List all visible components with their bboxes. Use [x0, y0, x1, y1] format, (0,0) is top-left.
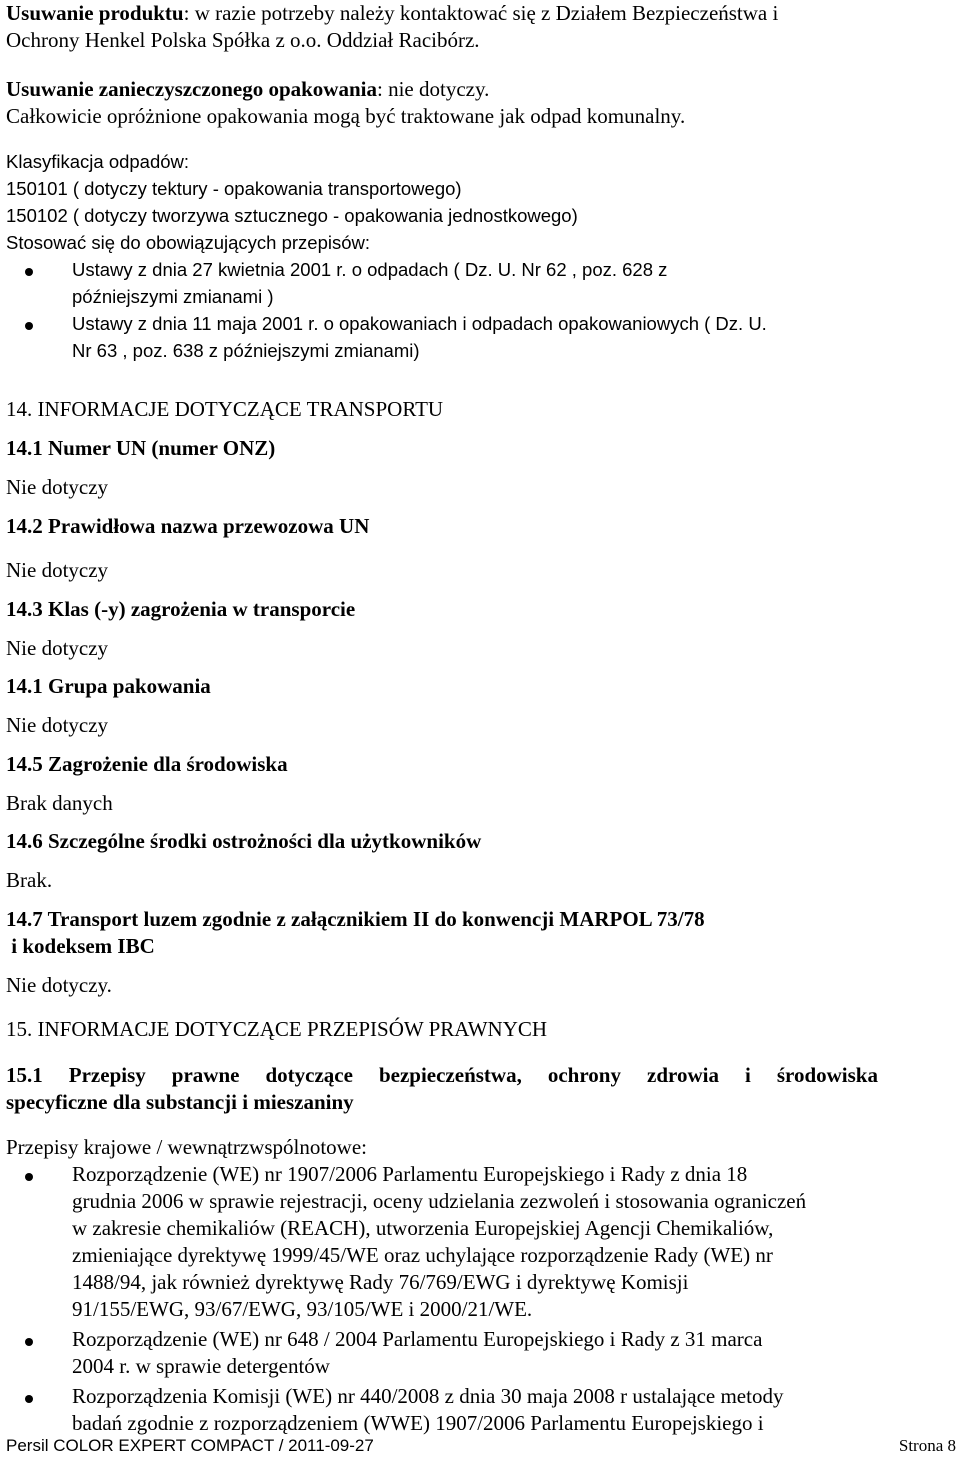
section-14-7-title-line1: 14.7 Transport luzem zgodnie z załącznikiem II do konwencji MARPOL 73/78 — [6, 907, 705, 931]
section-14-2-value: Nie dotyczy — [6, 558, 109, 582]
regulation-reach-line: zmieniające dyrektywę 1999/45/WE oraz uchylające rozporządzenie Rady (WE) nr — [72, 1243, 773, 1267]
regulation-reach-line: 91/155/EWG, 93/67/EWG, 93/105/WE i 2000/21/WE. — [72, 1297, 533, 1321]
regulation-detergents-line: 2004 r. w sprawie detergentów — [72, 1354, 330, 1378]
law-packaging-line2: Nr 63 , poz. 638 z późniejszymi zmianami) — [72, 340, 420, 361]
regulation-reach-line: grudnia 2006 w sprawie rejestracji, oceny udzielania zezwoleń i stosowania ograniczeń — [72, 1189, 807, 1213]
section-14-7-title-line2: i kodeksem IBC — [6, 934, 155, 958]
regulation-reach-line: w zakresie chemikaliów (REACH), utworzenia Europejskiej Agencji Chemikaliów, — [72, 1216, 774, 1240]
packaging-disposal-line2: Całkowicie opróżnione opakowania mogą być traktowane jak odpad komunalny. — [6, 104, 686, 128]
regulation-reach-line: Rozporządzenie (WE) nr 1907/2006 Parlamentu Europejskiego i Rady z dnia 18 — [72, 1162, 748, 1186]
section-15-1-title-line1: 15.1 Przepisy prawne dotyczące bezpieczeństwa, ochrony zdrowia i środowiska — [6, 1063, 878, 1087]
section-14-5-value: Brak danych — [6, 791, 113, 815]
section-14-1-title: 14.1 Numer UN (numer ONZ) — [6, 436, 276, 460]
product-disposal-label: Usuwanie produktu — [6, 1, 184, 25]
section-14-3-title: 14.3 Klas (-y) zagrożenia w transporcie — [6, 597, 356, 621]
regulation-reach-line: 1488/94, jak również dyrektywę Rady 76/769/EWG i dyrektywę Komisji — [72, 1270, 689, 1294]
apply-regulations-text: Stosować się do obowiązujących przepisów: — [6, 232, 371, 253]
regulation-detergents-line: Rozporządzenie (WE) nr 648 / 2004 Parlamentu Europejskiego i Rady z 31 marca — [72, 1327, 763, 1351]
product-disposal-line2: Ochrony Henkel Polska Spółka z o.o. Oddział Racibórz. — [6, 28, 480, 52]
section-14-1-value: Nie dotyczy — [6, 475, 109, 499]
section-15-title: 15. INFORMACJE DOTYCZĄCE PRZEPISÓW PRAWNYCH — [6, 1017, 548, 1041]
section-14-5-title: 14.5 Zagrożenie dla środowiska — [6, 752, 288, 776]
section-14-6-title: 14.6 Szczególne środki ostrożności dla użytkowników — [6, 829, 482, 853]
national-regulations-title: Przepisy krajowe / wewnątrzwspólnotowe: — [6, 1135, 367, 1159]
footer-product-name: Persil COLOR EXPERT COMPACT / 2011-09-27 — [6, 1436, 374, 1455]
section-14-4-value: Nie dotyczy — [6, 713, 109, 737]
product-disposal-text: : w razie potrzeby należy kontaktować się z Działem Bezpieczeństwa i — [183, 1, 779, 25]
section-14-6-value: Brak. — [6, 868, 53, 892]
law-waste-line2: późniejszymi zmianami ) — [72, 286, 274, 307]
bullet-icon — [25, 1338, 33, 1346]
waste-classification-title: Klasyfikacja odpadów: — [6, 151, 190, 172]
bullet-icon — [25, 322, 33, 330]
waste-code-150101: 150101 ( dotyczy tektury - opakowania transportowego) — [6, 178, 462, 199]
section-14-2-title: 14.2 Prawidłowa nazwa przewozowa UN — [6, 514, 370, 538]
footer-page-number: Strona 8 — [898, 1436, 956, 1455]
waste-code-150102: 150102 ( dotyczy tworzywa sztucznego - opakowania jednostkowego) — [6, 205, 578, 226]
packaging-disposal-value: : nie dotyczy. — [377, 77, 490, 101]
bullet-icon — [25, 268, 33, 276]
law-packaging-line1: Ustawy z dnia 11 maja 2001 r. o opakowaniach i odpadach opakowaniowych ( Dz. U. — [72, 313, 767, 334]
section-14-4-title: 14.1 Grupa pakowania — [6, 674, 211, 698]
regulation-test-methods-line: Rozporządzenia Komisji (WE) nr 440/2008 z dnia 30 maja 2008 r ustalające metody — [72, 1384, 784, 1408]
packaging-disposal-label: Usuwanie zanieczyszczonego opakowania — [6, 77, 377, 101]
regulation-test-methods-line: badań zgodnie z rozporządzeniem (WWE) 1907/2006 Parlamentu Europejskiego i — [72, 1411, 764, 1435]
section-15-1-title-line2: specyficzne dla substancji i mieszaniny — [6, 1090, 354, 1114]
bullet-icon — [25, 1395, 33, 1403]
section-14-title: 14. INFORMACJE DOTYCZĄCE TRANSPORTU — [6, 397, 444, 421]
product-disposal-line1 — [6, 0, 778, 27]
law-waste-line1: Ustawy z dnia 27 kwietnia 2001 r. o odpadach ( Dz. U. Nr 62 , poz. 628 z — [72, 259, 668, 280]
packaging-disposal-line1 — [6, 76, 489, 103]
section-14-7-value: Nie dotyczy. — [6, 973, 112, 997]
section-14-3-value: Nie dotyczy — [6, 636, 109, 660]
bullet-icon — [25, 1173, 33, 1181]
